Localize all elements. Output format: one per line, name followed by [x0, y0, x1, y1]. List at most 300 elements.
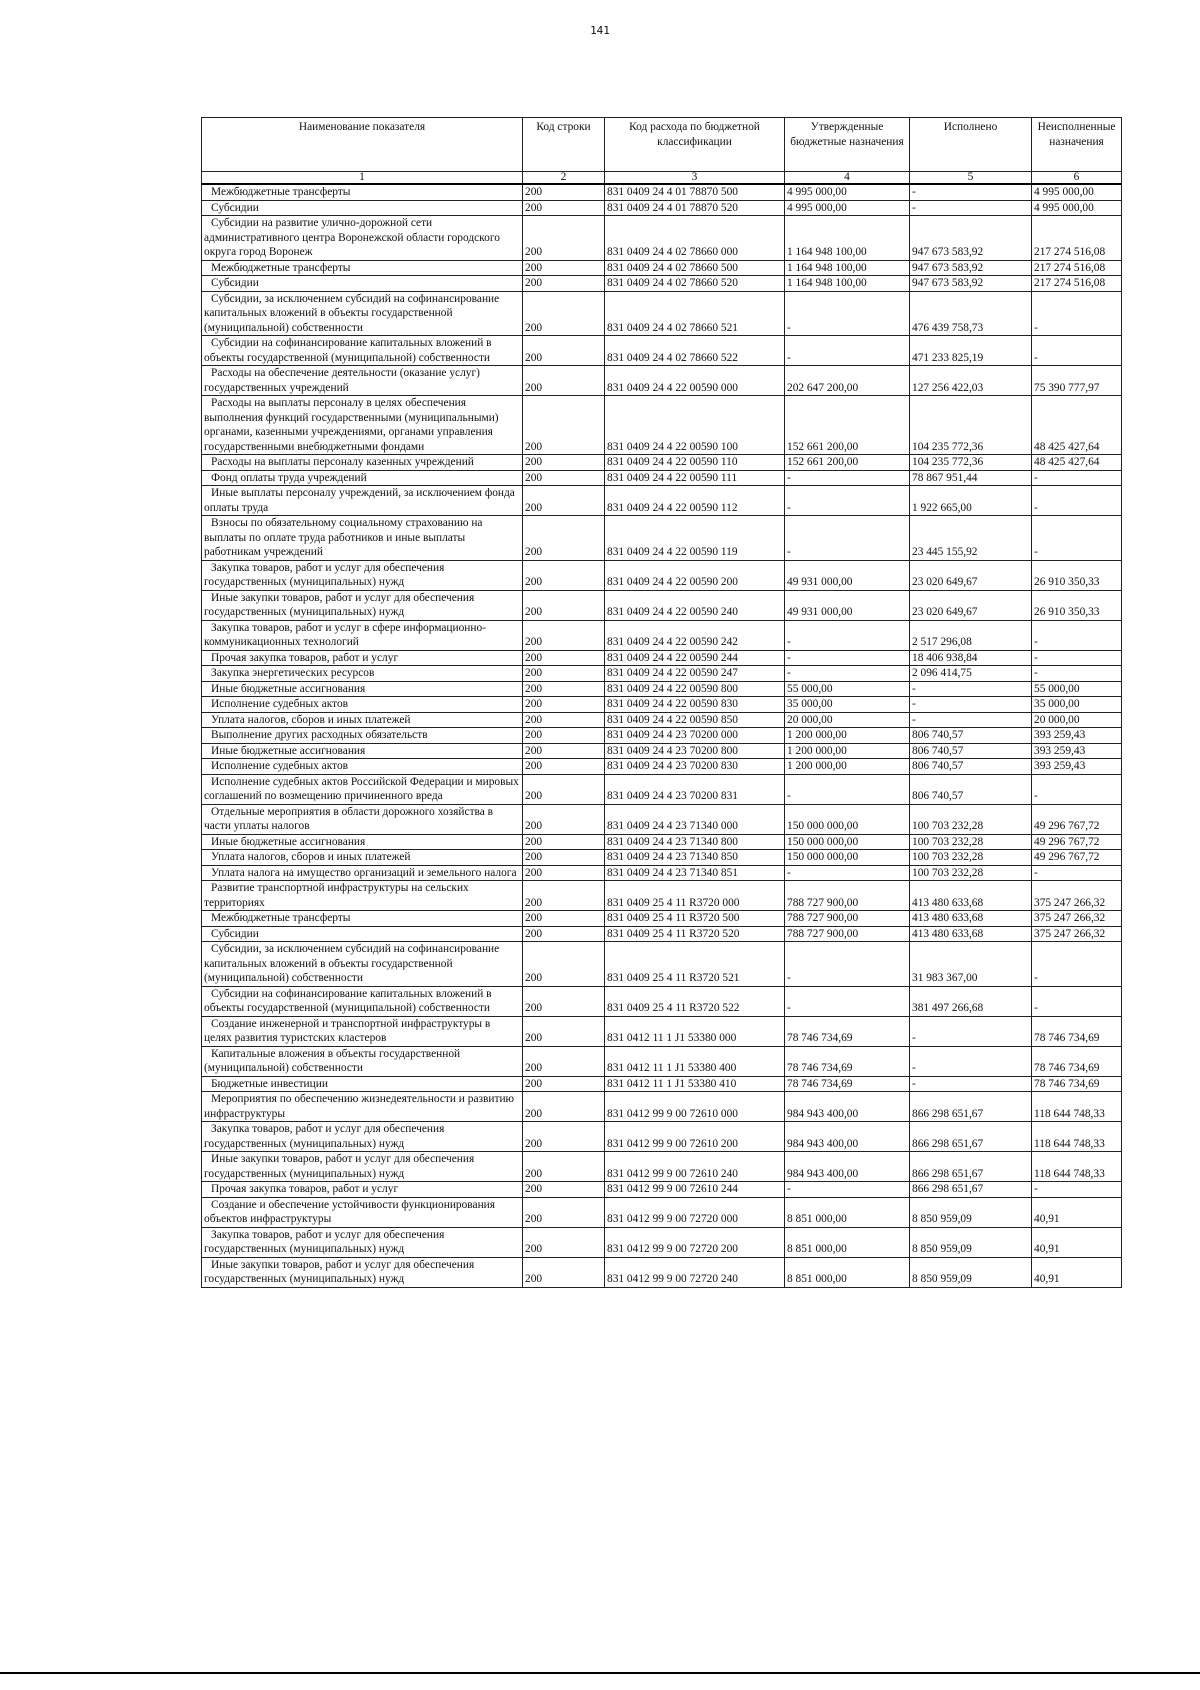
row-name: Расходы на обеспечение деятельности (оказание услуг) государственных учреждений [202, 366, 523, 396]
row-executed: 947 673 583,92 [910, 260, 1032, 276]
row-name: Иные бюджетные ассигнования [202, 743, 523, 759]
row-expense-code: 831 0409 24 4 22 00590 119 [605, 516, 785, 561]
row-name: Расходы на выплаты персоналу казенных учреждений [202, 455, 523, 471]
row-name: Межбюджетные трансферты [202, 260, 523, 276]
row-expense-code: 831 0409 24 4 22 00590 800 [605, 681, 785, 697]
row-line-code: 200 [523, 455, 605, 471]
row-line-code: 200 [523, 200, 605, 216]
row-expense-code: 831 0412 99 9 00 72610 244 [605, 1182, 785, 1198]
row-unexecuted: - [1032, 650, 1122, 666]
row-unexecuted: 49 296 767,72 [1032, 804, 1122, 834]
row-name: Выполнение других расходных обязательств [202, 728, 523, 744]
row-executed: - [910, 681, 1032, 697]
row-approved: 55 000,00 [785, 681, 910, 697]
row-line-code: 200 [523, 516, 605, 561]
row-approved: 984 943 400,00 [785, 1152, 910, 1182]
row-line-code: 200 [523, 620, 605, 650]
row-approved: 1 164 948 100,00 [785, 216, 910, 261]
row-approved: 150 000 000,00 [785, 850, 910, 866]
table-row [202, 1122, 1122, 1152]
row-name: Исполнение судебных актов [202, 697, 523, 713]
row-name: Субсидии на софинансирование капитальных вложений в объекты государственной (муниципальной) собственности [202, 986, 523, 1016]
row-approved: 20 000,00 [785, 712, 910, 728]
row-line-code: 200 [523, 216, 605, 261]
row-expense-code: 831 0409 25 4 11 R3720 520 [605, 926, 785, 942]
row-line-code: 200 [523, 986, 605, 1016]
header-line-code: Код строки [523, 118, 605, 172]
row-expense-code: 831 0409 24 4 22 00590 240 [605, 590, 785, 620]
row-name: Исполнение судебных актов Российской Федерации и мировых соглашений по возмещению причиненного вреда [202, 774, 523, 804]
row-approved: - [785, 291, 910, 336]
row-expense-code: 831 0409 24 4 22 00590 242 [605, 620, 785, 650]
table-body [202, 184, 1122, 1287]
row-approved: 984 943 400,00 [785, 1092, 910, 1122]
row-line-code: 200 [523, 1122, 605, 1152]
table-row [202, 291, 1122, 336]
row-executed: 2 517 296,08 [910, 620, 1032, 650]
table-row [202, 986, 1122, 1016]
row-executed: 806 740,57 [910, 743, 1032, 759]
row-line-code: 200 [523, 1257, 605, 1287]
table-header [202, 118, 1122, 185]
row-unexecuted: 375 247 266,32 [1032, 911, 1122, 927]
row-line-code: 200 [523, 1227, 605, 1257]
row-name: Субсидии [202, 276, 523, 292]
row-name: Развитие транспортной инфраструктуры на сельских территориях [202, 881, 523, 911]
row-line-code: 200 [523, 728, 605, 744]
row-line-code: 200 [523, 942, 605, 987]
row-name: Закупка товаров, работ и услуг в сфере информационно-коммуникационных технологий [202, 620, 523, 650]
table-row [202, 834, 1122, 850]
row-expense-code: 831 0409 24 4 01 78870 520 [605, 200, 785, 216]
row-approved: 1 200 000,00 [785, 759, 910, 775]
row-expense-code: 831 0409 25 4 11 R3720 521 [605, 942, 785, 987]
row-unexecuted: 78 746 734,69 [1032, 1016, 1122, 1046]
table-row [202, 881, 1122, 911]
row-approved: 1 164 948 100,00 [785, 276, 910, 292]
table-row [202, 336, 1122, 366]
row-unexecuted: 393 259,43 [1032, 743, 1122, 759]
row-executed: 947 673 583,92 [910, 216, 1032, 261]
row-name: Фонд оплаты труда учреждений [202, 470, 523, 486]
page-bottom-rule [0, 1672, 1200, 1674]
row-line-code: 200 [523, 260, 605, 276]
row-name: Создание инженерной и транспортной инфраструктуры в целях развития туристских кластеров [202, 1016, 523, 1046]
table-row [202, 650, 1122, 666]
row-name: Субсидии, за исключением субсидий на софинансирование капитальных вложений в объекты государственной (муниципальной) собственности [202, 942, 523, 987]
row-unexecuted: 217 274 516,08 [1032, 260, 1122, 276]
row-line-code: 200 [523, 1182, 605, 1198]
table-row [202, 276, 1122, 292]
row-approved: 4 995 000,00 [785, 200, 910, 216]
row-executed: 23 020 649,67 [910, 590, 1032, 620]
row-name: Уплата налога на имущество организаций и земельного налога [202, 865, 523, 881]
row-line-code: 200 [523, 804, 605, 834]
table-row [202, 712, 1122, 728]
row-executed: 866 298 651,67 [910, 1122, 1032, 1152]
table-row [202, 216, 1122, 261]
row-expense-code: 831 0412 11 1 J1 53380 400 [605, 1046, 785, 1076]
row-executed: 23 445 155,92 [910, 516, 1032, 561]
row-name: Мероприятия по обеспечению жизнедеятельности и развитию инфраструктуры [202, 1092, 523, 1122]
row-unexecuted: 118 644 748,33 [1032, 1122, 1122, 1152]
row-unexecuted: - [1032, 942, 1122, 987]
row-approved: - [785, 650, 910, 666]
row-line-code: 200 [523, 881, 605, 911]
row-unexecuted: - [1032, 986, 1122, 1016]
row-line-code: 200 [523, 486, 605, 516]
header-approved: Утвержденные бюджетные назначения [785, 118, 910, 172]
row-line-code: 200 [523, 865, 605, 881]
row-expense-code: 831 0409 24 4 22 00590 111 [605, 470, 785, 486]
row-name: Иные выплаты персоналу учреждений, за исключением фонда оплаты труда [202, 486, 523, 516]
row-line-code: 200 [523, 184, 605, 200]
row-approved: 984 943 400,00 [785, 1122, 910, 1152]
row-unexecuted: 78 746 734,69 [1032, 1046, 1122, 1076]
table-row [202, 1182, 1122, 1198]
row-name: Закупка товаров, работ и услуг для обеспечения государственных (муниципальных) нужд [202, 560, 523, 590]
column-number: 1 [202, 172, 523, 185]
table-row [202, 759, 1122, 775]
row-unexecuted: 35 000,00 [1032, 697, 1122, 713]
row-line-code: 200 [523, 926, 605, 942]
row-approved: 49 931 000,00 [785, 590, 910, 620]
table-row [202, 1197, 1122, 1227]
row-name: Иные закупки товаров, работ и услуг для обеспечения государственных (муниципальных) нужд [202, 1257, 523, 1287]
row-approved: - [785, 336, 910, 366]
row-executed: 806 740,57 [910, 774, 1032, 804]
row-expense-code: 831 0412 99 9 00 72720 240 [605, 1257, 785, 1287]
row-approved: 35 000,00 [785, 697, 910, 713]
row-expense-code: 831 0409 24 4 22 00590 850 [605, 712, 785, 728]
table-row [202, 728, 1122, 744]
row-approved: 8 851 000,00 [785, 1197, 910, 1227]
row-executed: 8 850 959,09 [910, 1257, 1032, 1287]
table-row [202, 560, 1122, 590]
row-approved: - [785, 516, 910, 561]
row-name: Иные бюджетные ассигнования [202, 834, 523, 850]
row-expense-code: 831 0412 11 1 J1 53380 000 [605, 1016, 785, 1046]
row-line-code: 200 [523, 911, 605, 927]
row-unexecuted: 40,91 [1032, 1227, 1122, 1257]
row-name: Отдельные мероприятия в области дорожного хозяйства в части уплаты налогов [202, 804, 523, 834]
row-expense-code: 831 0409 24 4 22 00590 110 [605, 455, 785, 471]
row-approved: 78 746 734,69 [785, 1016, 910, 1046]
header-executed: Исполнено [910, 118, 1032, 172]
row-line-code: 200 [523, 1092, 605, 1122]
page-number: 141 [590, 24, 610, 37]
row-expense-code: 831 0409 24 4 02 78660 522 [605, 336, 785, 366]
row-line-code: 200 [523, 697, 605, 713]
column-number-row [202, 172, 1122, 185]
row-unexecuted: 4 995 000,00 [1032, 200, 1122, 216]
row-approved: 788 727 900,00 [785, 926, 910, 942]
row-line-code: 200 [523, 470, 605, 486]
row-executed: - [910, 697, 1032, 713]
row-executed: 23 020 649,67 [910, 560, 1032, 590]
row-line-code: 200 [523, 590, 605, 620]
row-expense-code: 831 0409 24 4 22 00590 247 [605, 666, 785, 682]
row-name: Субсидии на развитие улично-дорожной сети административного центра Воронежской области городского округа город Воронеж [202, 216, 523, 261]
row-expense-code: 831 0409 24 4 01 78870 500 [605, 184, 785, 200]
table-row [202, 455, 1122, 471]
row-unexecuted: - [1032, 774, 1122, 804]
row-name: Расходы на выплаты персоналу в целях обеспечения выполнения функций государственными (муниципальными) органами, казенными учреждениями, органами управления государственными внебюджетными фондами [202, 396, 523, 455]
table-row [202, 486, 1122, 516]
row-executed: 31 983 367,00 [910, 942, 1032, 987]
row-expense-code: 831 0409 24 4 23 71340 000 [605, 804, 785, 834]
row-expense-code: 831 0412 11 1 J1 53380 410 [605, 1076, 785, 1092]
row-name: Иные закупки товаров, работ и услуг для обеспечения государственных (муниципальных) нужд [202, 590, 523, 620]
table-row [202, 1016, 1122, 1046]
table-row [202, 1257, 1122, 1287]
table-row [202, 620, 1122, 650]
table-row [202, 1227, 1122, 1257]
row-expense-code: 831 0409 24 4 23 71340 800 [605, 834, 785, 850]
row-expense-code: 831 0409 24 4 02 78660 520 [605, 276, 785, 292]
row-expense-code: 831 0409 24 4 23 70200 800 [605, 743, 785, 759]
row-expense-code: 831 0409 24 4 22 00590 244 [605, 650, 785, 666]
row-executed: 2 096 414,75 [910, 666, 1032, 682]
row-name: Иные бюджетные ассигнования [202, 681, 523, 697]
row-expense-code: 831 0409 24 4 02 78660 521 [605, 291, 785, 336]
row-executed: 8 850 959,09 [910, 1197, 1032, 1227]
row-approved: - [785, 470, 910, 486]
row-name: Создание и обеспечение устойчивости функционирования объектов инфраструктуры [202, 1197, 523, 1227]
row-executed: - [910, 1076, 1032, 1092]
row-approved: - [785, 620, 910, 650]
row-expense-code: 831 0409 24 4 22 00590 200 [605, 560, 785, 590]
row-executed: 8 850 959,09 [910, 1227, 1032, 1257]
table-row [202, 804, 1122, 834]
row-approved: 788 727 900,00 [785, 911, 910, 927]
row-name: Прочая закупка товаров, работ и услуг [202, 1182, 523, 1198]
row-expense-code: 831 0412 99 9 00 72610 000 [605, 1092, 785, 1122]
row-approved: 1 200 000,00 [785, 728, 910, 744]
column-number: 3 [605, 172, 785, 185]
row-line-code: 200 [523, 666, 605, 682]
row-approved: 202 647 200,00 [785, 366, 910, 396]
row-executed: 947 673 583,92 [910, 276, 1032, 292]
row-expense-code: 831 0409 25 4 11 R3720 500 [605, 911, 785, 927]
row-unexecuted: 75 390 777,97 [1032, 366, 1122, 396]
row-name: Субсидии на софинансирование капитальных вложений в объекты государственной (муниципальной) собственности [202, 336, 523, 366]
row-line-code: 200 [523, 1016, 605, 1046]
column-number: 2 [523, 172, 605, 185]
row-line-code: 200 [523, 1046, 605, 1076]
row-approved: 49 931 000,00 [785, 560, 910, 590]
row-executed: 413 480 633,68 [910, 881, 1032, 911]
row-name: Капитальные вложения в объекты государственной (муниципальной) собственности [202, 1046, 523, 1076]
row-line-code: 200 [523, 1197, 605, 1227]
row-name: Прочая закупка товаров, работ и услуг [202, 650, 523, 666]
table-row [202, 697, 1122, 713]
row-unexecuted: - [1032, 1182, 1122, 1198]
row-executed: 471 233 825,19 [910, 336, 1032, 366]
row-line-code: 200 [523, 291, 605, 336]
row-line-code: 200 [523, 759, 605, 775]
row-approved: - [785, 986, 910, 1016]
row-line-code: 200 [523, 276, 605, 292]
row-expense-code: 831 0412 99 9 00 72720 000 [605, 1197, 785, 1227]
row-executed: 1 922 665,00 [910, 486, 1032, 516]
row-approved: 78 746 734,69 [785, 1046, 910, 1076]
row-approved: - [785, 942, 910, 987]
row-executed: 78 867 951,44 [910, 470, 1032, 486]
row-name: Закупка товаров, работ и услуг для обеспечения государственных (муниципальных) нужд [202, 1122, 523, 1152]
row-executed: - [910, 184, 1032, 200]
row-executed: 381 497 266,68 [910, 986, 1032, 1016]
row-expense-code: 831 0409 24 4 02 78660 000 [605, 216, 785, 261]
row-expense-code: 831 0409 24 4 23 71340 851 [605, 865, 785, 881]
column-number: 5 [910, 172, 1032, 185]
header-indicator-name: Наименование показателя [202, 118, 523, 172]
row-unexecuted: - [1032, 666, 1122, 682]
table-row [202, 911, 1122, 927]
row-line-code: 200 [523, 1076, 605, 1092]
row-executed: 806 740,57 [910, 759, 1032, 775]
row-approved: 4 995 000,00 [785, 184, 910, 200]
row-unexecuted: 393 259,43 [1032, 728, 1122, 744]
row-executed: 100 703 232,28 [910, 804, 1032, 834]
row-approved: 78 746 734,69 [785, 1076, 910, 1092]
table-row [202, 1076, 1122, 1092]
row-approved: 152 661 200,00 [785, 396, 910, 455]
header-unexecuted: Неисполненные назначения [1032, 118, 1122, 172]
row-expense-code: 831 0412 99 9 00 72610 200 [605, 1122, 785, 1152]
row-approved: - [785, 486, 910, 516]
row-executed: 476 439 758,73 [910, 291, 1032, 336]
budget-execution-table [201, 117, 1122, 1288]
row-unexecuted: 26 910 350,33 [1032, 560, 1122, 590]
row-executed: 100 703 232,28 [910, 834, 1032, 850]
row-unexecuted: - [1032, 516, 1122, 561]
row-line-code: 200 [523, 712, 605, 728]
row-approved: 1 164 948 100,00 [785, 260, 910, 276]
row-line-code: 200 [523, 366, 605, 396]
row-approved: 1 200 000,00 [785, 743, 910, 759]
row-line-code: 200 [523, 1152, 605, 1182]
row-name: Субсидии [202, 926, 523, 942]
row-executed: 866 298 651,67 [910, 1182, 1032, 1198]
row-line-code: 200 [523, 336, 605, 366]
header-expense-code: Код расхода по бюджетной классификации [605, 118, 785, 172]
row-unexecuted: 393 259,43 [1032, 759, 1122, 775]
row-executed: 104 235 772,36 [910, 455, 1032, 471]
row-expense-code: 831 0412 99 9 00 72610 240 [605, 1152, 785, 1182]
row-executed: 127 256 422,03 [910, 366, 1032, 396]
row-unexecuted: 118 644 748,33 [1032, 1152, 1122, 1182]
row-unexecuted: - [1032, 620, 1122, 650]
row-expense-code: 831 0409 25 4 11 R3720 000 [605, 881, 785, 911]
table-row [202, 1046, 1122, 1076]
row-expense-code: 831 0409 24 4 02 78660 500 [605, 260, 785, 276]
table-row [202, 200, 1122, 216]
row-executed: 100 703 232,28 [910, 850, 1032, 866]
row-unexecuted: 55 000,00 [1032, 681, 1122, 697]
table-row [202, 1092, 1122, 1122]
table-row [202, 743, 1122, 759]
row-executed: - [910, 1046, 1032, 1076]
table-row [202, 396, 1122, 455]
column-number: 6 [1032, 172, 1122, 185]
row-approved: - [785, 774, 910, 804]
table-row [202, 184, 1122, 200]
row-expense-code: 831 0409 24 4 22 00590 100 [605, 396, 785, 455]
row-line-code: 200 [523, 560, 605, 590]
row-expense-code: 831 0409 25 4 11 R3720 522 [605, 986, 785, 1016]
row-executed: 413 480 633,68 [910, 926, 1032, 942]
row-executed: 413 480 633,68 [910, 911, 1032, 927]
row-expense-code: 831 0409 24 4 23 70200 831 [605, 774, 785, 804]
row-executed: - [910, 712, 1032, 728]
row-line-code: 200 [523, 650, 605, 666]
row-unexecuted: 49 296 767,72 [1032, 850, 1122, 866]
row-name: Субсидии [202, 200, 523, 216]
row-unexecuted: 118 644 748,33 [1032, 1092, 1122, 1122]
row-executed: 806 740,57 [910, 728, 1032, 744]
row-name: Взносы по обязательному социальному страхованию на выплаты по оплате труда работников и иные выплаты работникам учреждений [202, 516, 523, 561]
row-unexecuted: - [1032, 865, 1122, 881]
row-name: Исполнение судебных актов [202, 759, 523, 775]
table-row [202, 942, 1122, 987]
row-unexecuted: 375 247 266,32 [1032, 926, 1122, 942]
row-expense-code: 831 0409 24 4 22 00590 000 [605, 366, 785, 396]
row-line-code: 200 [523, 850, 605, 866]
row-executed: 100 703 232,28 [910, 865, 1032, 881]
row-name: Бюджетные инвестиции [202, 1076, 523, 1092]
row-approved: 8 851 000,00 [785, 1227, 910, 1257]
row-name: Межбюджетные трансферты [202, 911, 523, 927]
row-name: Закупка товаров, работ и услуг для обеспечения государственных (муниципальных) нужд [202, 1227, 523, 1257]
row-line-code: 200 [523, 681, 605, 697]
row-name: Уплата налогов, сборов и иных платежей [202, 712, 523, 728]
row-approved: 150 000 000,00 [785, 804, 910, 834]
table-row [202, 774, 1122, 804]
row-unexecuted: 26 910 350,33 [1032, 590, 1122, 620]
row-unexecuted: - [1032, 336, 1122, 366]
table-row [202, 470, 1122, 486]
row-approved: 788 727 900,00 [785, 881, 910, 911]
row-executed: - [910, 1016, 1032, 1046]
table-row [202, 590, 1122, 620]
table-row [202, 260, 1122, 276]
row-executed: - [910, 200, 1032, 216]
row-unexecuted: 40,91 [1032, 1257, 1122, 1287]
table-row [202, 366, 1122, 396]
table-row [202, 1152, 1122, 1182]
row-unexecuted: 78 746 734,69 [1032, 1076, 1122, 1092]
row-line-code: 200 [523, 834, 605, 850]
row-executed: 18 406 938,84 [910, 650, 1032, 666]
row-unexecuted: 40,91 [1032, 1197, 1122, 1227]
table-row [202, 850, 1122, 866]
row-expense-code: 831 0409 24 4 22 00590 112 [605, 486, 785, 516]
table-row [202, 926, 1122, 942]
row-name: Межбюджетные трансферты [202, 184, 523, 200]
row-unexecuted: - [1032, 470, 1122, 486]
row-unexecuted: 20 000,00 [1032, 712, 1122, 728]
row-name: Уплата налогов, сборов и иных платежей [202, 850, 523, 866]
row-approved: - [785, 1182, 910, 1198]
row-unexecuted: 4 995 000,00 [1032, 184, 1122, 200]
column-number: 4 [785, 172, 910, 185]
row-executed: 866 298 651,67 [910, 1152, 1032, 1182]
row-name: Иные закупки товаров, работ и услуг для обеспечения государственных (муниципальных) нужд [202, 1152, 523, 1182]
table-row [202, 681, 1122, 697]
row-approved: 150 000 000,00 [785, 834, 910, 850]
row-approved: 8 851 000,00 [785, 1257, 910, 1287]
